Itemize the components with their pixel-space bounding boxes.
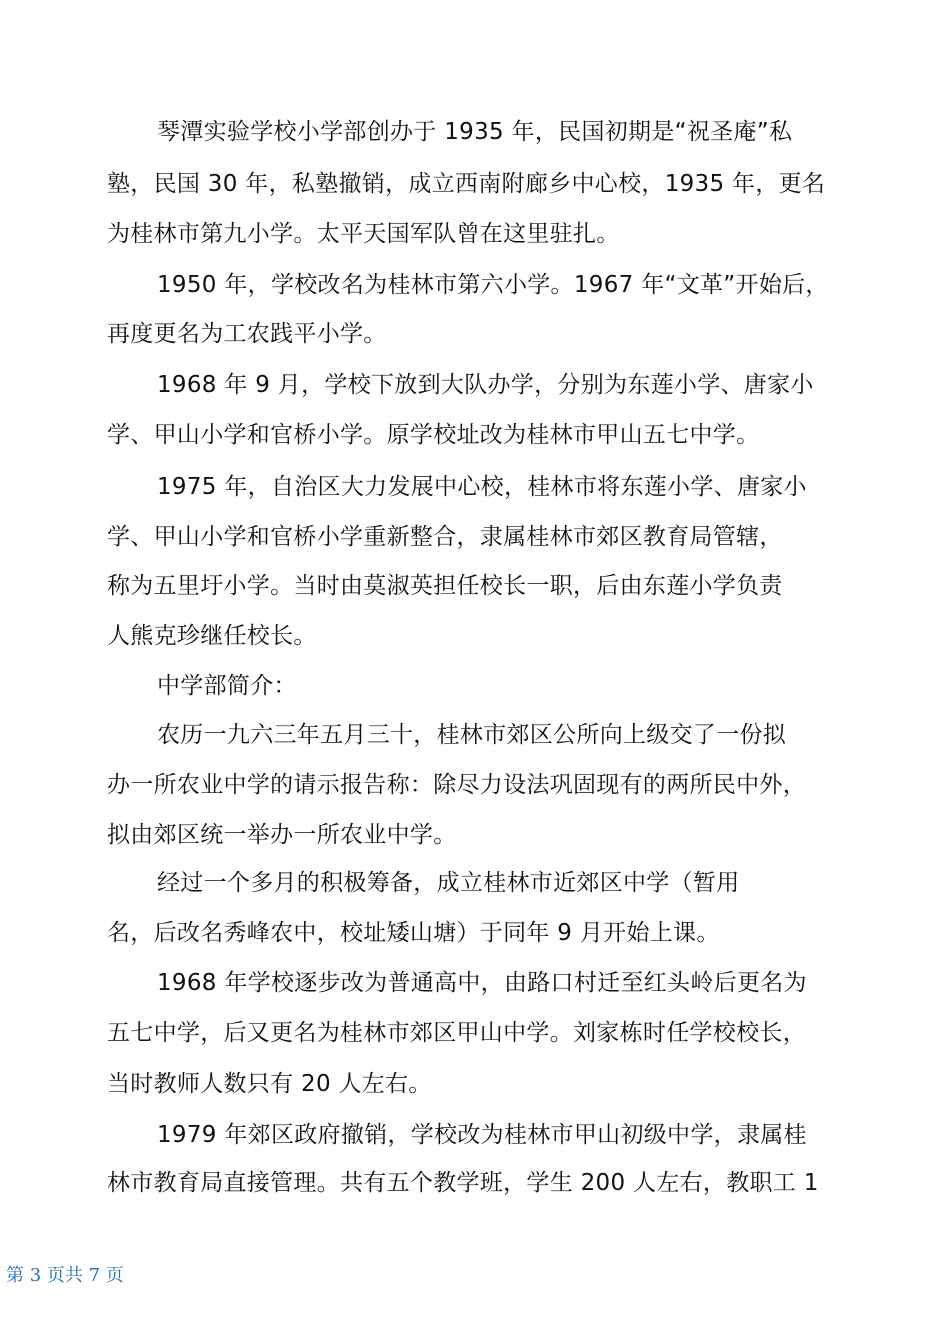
paragraph-line: 称为五里圩小学。当时由莫淑英担任校长一职，后由东莲小学负责	[107, 573, 783, 599]
paragraph-line: 五七中学，后又更名为桂林市郊区甲山中学。刘家栋时任学校校长，	[107, 1020, 806, 1046]
page-indicator: 第 3 页共 7 页	[6, 1265, 124, 1286]
paragraph-line: 林市教育局直接管理。共有五个教学班，学生 200 人左右，教职工 1	[107, 1170, 819, 1196]
paragraph-line: 人熊克珍继任校长。	[107, 623, 317, 649]
section-heading: 中学部简介：	[157, 673, 297, 699]
paragraph-line: 1968 年 9 月，学校下放到大队办学，分别为东莲小学、唐家小	[157, 372, 814, 398]
paragraph-line: 1975 年，自治区大力发展中心校，桂林市将东莲小学、唐家小	[157, 474, 807, 500]
paragraph-line: 1968 年学校逐步改为普通高中，由路口村迁至红头岭后更名为	[157, 970, 807, 996]
paragraph-line: 当时教师人数只有 20 人左右。	[107, 1071, 432, 1097]
paragraph-line: 经过一个多月的积极筹备，成立桂林市近郊区中学（暂用	[157, 870, 740, 896]
paragraph-line: 学、甲山小学和官桥小学重新整合，隶属桂林市郊区教育局管辖，	[107, 524, 783, 550]
paragraph-line: 再度更名为工农践平小学。	[107, 321, 387, 347]
paragraph-line: 1979 年郊区政府撤销，学校改为桂林市甲山初级中学，隶属桂	[157, 1122, 807, 1148]
paragraph-line: 1950 年，学校改名为桂林市第六小学。1967 年“文革”开始后，	[157, 272, 829, 298]
paragraph-line: 塾，民国 30 年，私塾撤销，成立西南附廊乡中心校，1935 年，更名	[107, 171, 826, 197]
paragraph-line: 学、甲山小学和官桥小学。原学校址改为桂林市甲山五七中学。	[107, 422, 760, 448]
paragraph-line: 为桂林市第九小学。太平天国军队曾在这里驻扎。	[107, 221, 620, 247]
paragraph-line: 名，后改名秀峰农中，校址矮山塘）于同年 9 月开始上课。	[107, 920, 720, 946]
paragraph-line: 办一所农业中学的请示报告称：除尽力设法巩固现有的两所民中外，	[107, 772, 806, 798]
paragraph-line: 琴潭实验学校小学部创办于 1935 年，民国初期是“祝圣庵”私	[157, 119, 793, 145]
paragraph-line: 农历一九六三年五月三十，桂林市郊区公所向上级交了一份拟	[157, 722, 787, 748]
paragraph-line: 拟由郊区统一举办一所农业中学。	[107, 822, 457, 848]
